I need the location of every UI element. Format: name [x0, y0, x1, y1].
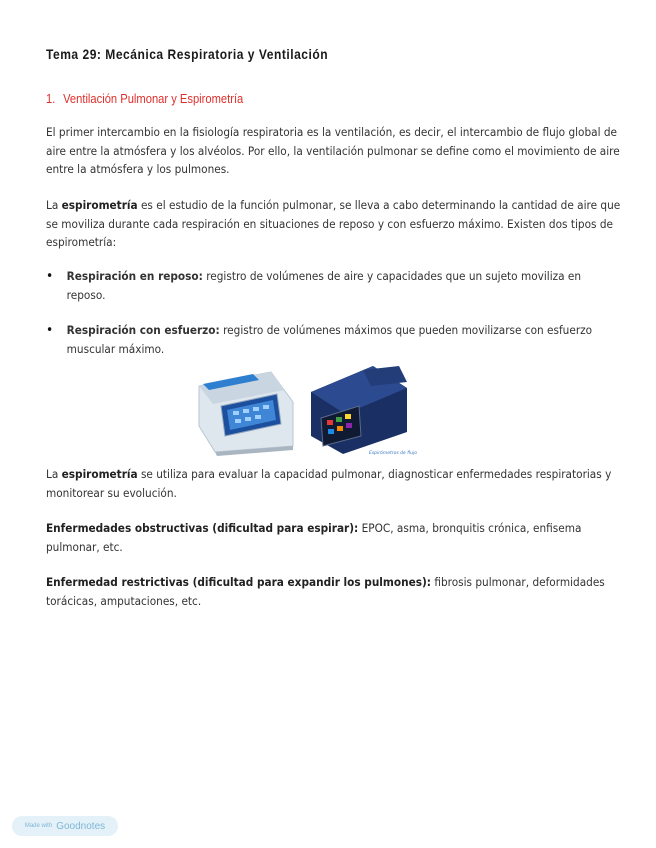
text-fragment: EPOC, asma, bronquitis crónica, enfisema pulmonar, etc.	[46, 522, 582, 554]
spirometer-device-right	[311, 366, 407, 454]
text-fragment: La	[46, 199, 62, 212]
bold-term: Respiración en reposo:	[66, 270, 203, 283]
paragraph-spirometry-definition	[46, 197, 621, 253]
section-heading	[46, 91, 243, 106]
bold-term: Enfermedad restrictivas (dificultad para expandir los pulmones):	[46, 576, 431, 589]
list-item	[46, 322, 621, 359]
list-item-text: registro de volúmenes máximos que pueden movilizarse con esfuerzo muscular máximo.	[66, 324, 593, 356]
paragraph-spirometry-usage	[46, 466, 621, 503]
spirometer-device-left	[199, 372, 293, 456]
bold-term: espirometría	[61, 468, 138, 481]
bold-term: Enfermedades obstructivas (dificultad para espirar):	[46, 522, 359, 535]
section-number: 1.	[46, 91, 56, 106]
image-caption: Espirómetros de flujo	[368, 451, 417, 456]
text-fragment: fibrosis pulmonar, deformidades torácicas, amputaciones, etc.	[46, 576, 605, 608]
page-title: Tema 29: Mecánica Respiratoria y Ventilación	[46, 46, 329, 62]
bold-term: Respiración con esfuerzo:	[66, 324, 220, 337]
list-item	[46, 268, 621, 305]
paragraph-ventilation: El primer intercambio en la fisiología respiratoria es la ventilación, es decir, el intercambio de flujo global de aire entre la atmósfera y los alvéolos. Por ello, la ventilación pulmonar se define como el movimiento de aire entre la atmósfera y los pulmones.	[46, 126, 620, 176]
made-with-label: Made with	[24, 823, 53, 829]
list-item-text: registro de volúmenes de aire y capacidades que un sujeto moviliza en reposo.	[66, 270, 582, 302]
bullet-icon: •	[46, 323, 54, 338]
spirometers-illustration	[193, 362, 433, 458]
section-title: Ventilación Pulmonar y Espirometría	[63, 91, 244, 106]
paragraph-restrictive-diseases	[46, 574, 621, 611]
goodnotes-badge[interactable]	[12, 816, 118, 836]
goodnotes-brand: Goodnotes	[56, 820, 106, 832]
text-fragment: se utiliza para evaluar la capacidad pulmonar, diagnosticar enfermedades respiratorias y monitorear su evolución.	[46, 468, 612, 500]
paragraph-obstructive-diseases	[46, 520, 621, 557]
text-fragment: es el estudio de la función pulmonar, se lleva a cabo determinando la cantidad de aire que se moviliza durante cada respiración en situaciones de reposo y con esfuerzo máximo. Existen dos tipos de espirometría:	[46, 199, 621, 249]
text-fragment: La	[46, 468, 62, 481]
bold-term: espirometría	[61, 199, 138, 212]
bullet-icon: •	[46, 269, 54, 284]
spirometers-image	[193, 362, 433, 458]
